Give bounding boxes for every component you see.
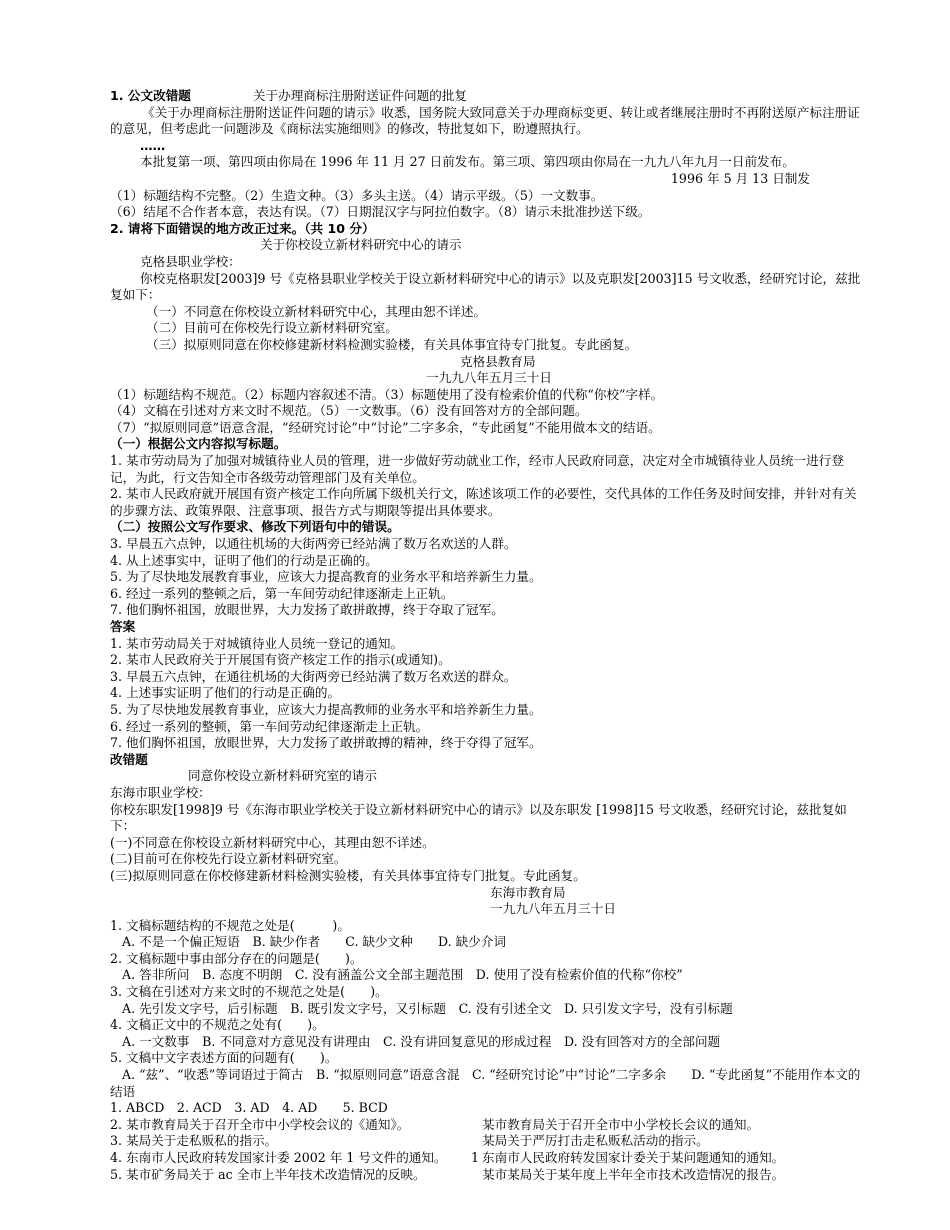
doc-title: 关于你校设立新材料研究中心的请示 <box>260 237 462 253</box>
question: 4. 文稿正文中的不规范之处有( )。 <box>110 1017 325 1033</box>
correct-title: 东南市人民政府转发国家计委关于某问题通知的通知。 <box>482 1150 785 1165</box>
answer-key: 1. ABCD 2. ACD 3. AD 4. AD 5. BCD <box>110 1100 388 1116</box>
list-item: （三）拟原则同意在你校修建新材料检测实验楼，有关具体事宜待专门批复。专此函复。 <box>146 336 638 352</box>
list-item: 3. 早晨五六点钟，以通往机场的大街两旁已经站满了数万名欢送的人群。 <box>110 536 517 552</box>
paragraph: 你校克格职发[2003]9 号《克格县职业学校关于设立新材料研究中心的请示》以及克职发[2003]15 号文收悉，经研究讨论，兹批复如下： <box>110 270 861 303</box>
comparison-row <box>110 1133 868 1150</box>
correct-title: 某市某局关于某年度上半年全市技术改造情况的报告。 <box>482 1166 785 1182</box>
issue-date: 一九九八年五月三十日 <box>490 901 616 917</box>
list-item: (一)不同意在你校设立新材料研究中心，其理由恕不详述。 <box>110 834 435 850</box>
list-item: （一）不同意在你校设立新材料研究中心，其理由恕不详述。 <box>146 303 487 319</box>
wrong-title: 3. 某局关于走私贩私的指示。 <box>110 1133 278 1149</box>
answer-line: （1）标题结构不完整。（2）生造文种。（3）多头主送。（4）请示平级。（5）一文数事。 <box>110 187 604 203</box>
doc-title: 关于办理商标注册附送证件问题的批复 <box>252 88 467 103</box>
list-item: 1. 某市劳动局为了加强对城镇待业人员的管理，进一步做好劳动就业工作，经市人民政府同意，决定对全市城镇待业人员统一进行登记，为此，行文告知全市各级劳动管理部门及有关单位。 <box>110 453 844 485</box>
list-item: 6. 经过一系列的整顿，第一车间劳动纪律逐渐走上正轨。 <box>110 718 429 734</box>
list-item: (二)目前可在你校先行设立新材料研究室。 <box>110 851 347 867</box>
list-item: 2. 某市人民政府关于开展国有资产核定工作的指示(或通知)。 <box>110 652 451 668</box>
list-item: (三)拟原则同意在你校修建新材料检测实验楼，有关具体事宜待专门批复。专此函复。 <box>110 867 586 883</box>
list-item: 5. 为了尽快地发展教育事业，应该大力提高教师的业务水平和培养新生力量。 <box>110 701 542 717</box>
issuing-org: 东海市教育局 <box>490 884 566 900</box>
list-item: 2. 某市人民政府就开展国有资产核定工作向所属下级机关行文，陈述该项工作的必要性，交代具体的工作任务及时间安排，并针对有关的步骤方法、政策界限、注意事项、报告方式与期限等提出具体要求。 <box>110 486 857 518</box>
list-item: 6. 经过一系列的整顿之后，第一车间劳动纪律逐渐走上正轨。 <box>110 585 454 601</box>
question: 2. 文稿标题中事由部分存在的问题是( )。 <box>110 950 363 966</box>
answer-line: （6）结尾不合作者本意，表达有误。（7）日期混汉字与阿拉伯数字。（8）请示未批准抄送下级。 <box>110 204 651 220</box>
question-options: A. 不是一个偏正短语 B. 缺少作者 C. 缺少文种 D. 缺少介词 <box>122 934 507 950</box>
doc-title: 同意你校设立新材料研究室的请示 <box>188 768 377 784</box>
correct-title: 某局关于严厉打击走私贩私活动的指示。 <box>482 1133 709 1149</box>
comparison-row <box>110 1167 868 1184</box>
document-page <box>110 88 868 1183</box>
wrong-title: 2. 某市教育局关于召开全市中小学校会议的《通知》。 <box>110 1116 410 1132</box>
list-item: 7. 他们胸怀祖国，放眼世界，大力发扬了敢拼敢搏的精神，终于夺得了冠军。 <box>110 735 542 751</box>
section-heading: 答案 <box>110 619 136 634</box>
list-item: 3. 早晨五六点钟，在通往机场的大街两旁已经站满了数万名欢送的群众。 <box>110 668 517 684</box>
list-item: 7. 他们胸怀祖国，放眼世界，大力发扬了敢拼敢搏，终于夺取了冠军。 <box>110 602 504 618</box>
question-options: A. 答非所问 B. 态度不明朗 C. 没有涵盖公文全部主题范围 D. 使用了没有检索价值的代称“你校” <box>122 967 683 983</box>
answer-line: （4）文稿在引述对方来文时不规范。（5）一文数事。（6）没有回答对方的全部问题。 <box>110 403 588 419</box>
paragraph: 《关于办理商标注册附送证件问题的请示》收悉，国务院大致同意关于办理商标变更、转让或者继展注册时不再附送原产标注册证的意见，但考虑此一问题涉及《商标法实施细则》的修改，特批复如下，盼遵照执行。 <box>110 104 860 137</box>
answer-line: （1）标题结构不规范。（2）标题内容叙述不清。（3）标题使用了没有检索价值的代称“你校”字样。 <box>110 386 664 402</box>
paragraph: 本批复第一项、第四项由你局在 1996 年 11 月 27 日前发布。第三项、第四项由你局在一九九八年九月一日前发布。 <box>140 154 795 170</box>
question-options: A. 一文数事 B. 不同意对方意见没有讲理由 C. 没有讲回复意见的形成过程 D. 没有回答对方的全部问题 <box>122 1033 721 1049</box>
question-options: A. 先引发文字号，后引标题 B. 既引发文字号，又引标题 C. 没有引述全文 D. 只引发文字号，没有引标题 <box>122 1000 733 1016</box>
answer-line: （7）“拟原则同意”语意含混，“经研究讨论”中“讨论”二字多余，“专此函复”不能用做本文的结语。 <box>110 419 661 435</box>
section-heading: 改错题 <box>110 751 148 767</box>
addressee: 东海市职业学校： <box>110 784 211 800</box>
issue-date: 一九九八年五月三十日 <box>426 370 552 386</box>
list-item: 5. 为了尽快地发展教育事业，应该大力提高教育的业务水平和培养新生力量。 <box>110 569 542 585</box>
section-heading: （一）根据公文内容拟写标题。 <box>110 436 287 452</box>
ellipsis: …… <box>140 137 166 153</box>
addressee: 克格县职业学校： <box>140 253 241 269</box>
section-heading: 2. 请将下面错误的地方改正过来。（共 10 分） <box>110 220 375 236</box>
section-heading: 1. 公文改错题 <box>110 88 191 103</box>
list-item: 4. 上述事实证明了他们的行动是正确的。 <box>110 685 341 701</box>
list-item: 4. 从上述事实中，证明了他们的行动是正确的。 <box>110 552 378 568</box>
list-item: （二）目前可在你校先行设立新材料研究室。 <box>146 320 398 336</box>
paragraph: 你校东职发[1998]9 号《东海市职业学校关于设立新材料研究中心的请示》以及东职发 [1998]15 号文收悉，经研究讨论，兹批复如下： <box>110 801 847 834</box>
page-number: 1 <box>470 1150 479 1165</box>
section-heading: （二）按照公文写作要求、修改下列语句中的错误。 <box>110 519 400 535</box>
correct-title: 某市教育局关于召开全市中小学校长会议的通知。 <box>482 1116 760 1132</box>
list-item: 1. 某市劳动局关于对城镇待业人员统一登记的通知。 <box>110 635 404 651</box>
issuing-org: 克格县教育局 <box>460 353 536 369</box>
question: 3. 文稿在引述对方来文时的不规范之处是( )。 <box>110 984 388 1000</box>
question: 1. 文稿标题结构的不规范之处是( )。 <box>110 917 350 933</box>
section1-heading-line <box>110 88 868 105</box>
wrong-title: 5. 某市矿务局关于 ac 全市上半年技术改造情况的反映。 <box>110 1166 426 1182</box>
comparison-row <box>110 1117 868 1134</box>
question: 5. 文稿中文字表述方面的问题有( )。 <box>110 1050 338 1066</box>
issue-date: 1996 年 5 月 13 日制发 <box>670 170 810 186</box>
question-options: A. “兹”、“收悉”等词语过于简古 B. “拟原则同意”语意含混 C. “经研究讨论”中“讨论”二字多余 D. “专此函复”不能用作本文的结语 <box>110 1067 861 1099</box>
wrong-title: 4. 东南市人民政府转发国家计委 2002 年 1 号文件的通知。 <box>110 1150 447 1165</box>
